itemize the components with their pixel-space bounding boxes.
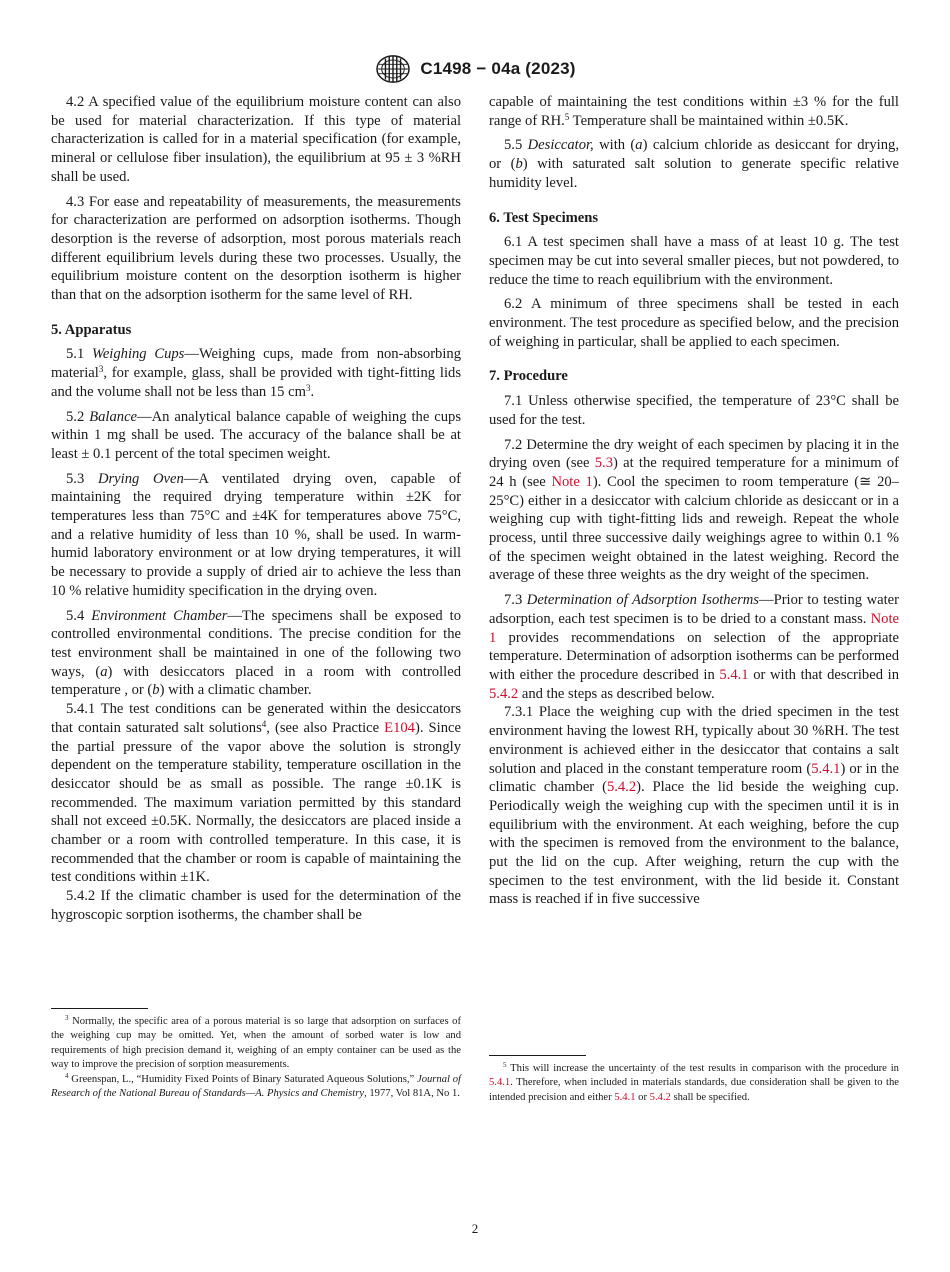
document-designation: C1498 − 04a (2023) (420, 59, 576, 78)
paragraph-7-3-1: 7.3.1 Place the weighing cup with the dried specimen in the test environment having the lowest RH, typically about 30 %RH. The test environment is achieved either in the desiccator that contains a salt solution and placed in the constant temperature room (5.4.1) or in the climatic chamber (5.4.2). Place the lid beside the weighing cup. Periodically weigh the weighing cup with the specimen until it is in equilibrium with the environment. At each weighing, before the cup with the specimen is removed from the environment to the balance, put the lid on the cup. After weighing, return the cup with the specimen to the test environment, with the lid beside it. Constant mass is reached if in five successive (489, 704, 900, 908)
section-6-heading: 6. Test Specimens (489, 209, 599, 226)
footnotes-right (489, 1055, 899, 1105)
paragraph-5-4-1: 5.4.1 The test conditions can be generated within the desiccators that contain saturated salt solutions$^4$, (see also Practice E104). Since the partial pressure of the vapor above the solution is strongly dependent on the temperature stability, temperature oscillation in the desiccator should be as small as possible. The range ±0.1K is recommended. The maximum variation permitted by this standard shall not exceed ±0.5K. Normally, the desiccators are placed inside a chamber or a room with controlled temperature. In this case, it is recommended that the chamber or room is capable of maintaining the test conditions within ±1K. (51, 701, 461, 886)
link-note-1[interactable]: Note 1 (489, 610, 899, 646)
paragraph-5-4: 5.4 Environment Chamber—The specimens shall be exposed to controlled environmental conditions. The precise condition for the test environment shall be maintained in one of the following two ways, (a) with desiccators placed in a room with controlled temperature , or (b) with a climatic chamber. (51, 607, 461, 699)
link-5-4-1[interactable]: 5.4.1 (811, 760, 841, 777)
paragraph-5-5: 5.5 Desiccator, with (a) calcium chloride as desiccant for drying, or (b) with saturated salt solution to generate specific relative humidity level. (489, 137, 899, 191)
link-5-4-1[interactable]: 5.4.1 (719, 666, 749, 683)
footnote-5: $^5$ This will increase the uncertainty of the test results in comparison with the procedure in 5.4.1. Therefore, when included in materials standards, due consideration shall be given to the intended precision and either 5.4.1 or 5.4.2 shall be specified. (489, 1061, 899, 1103)
paragraph-6-1: 6.1 A test specimen shall have a mass of at least 10 g. The test specimen may be cut into several smaller pieces, but not powdered, to reduce the time to reach equilibrium with the environment. (489, 234, 899, 288)
link-5-4-1[interactable]: 5.4.1 (614, 1091, 636, 1103)
page-number: 2 (471, 1221, 479, 1236)
section-5-heading: 5. Apparatus (51, 321, 132, 338)
link-e104[interactable]: E104 (384, 719, 415, 736)
footnote-marker-5: 5 (564, 111, 570, 122)
paragraph-7-3: 7.3 Determination of Adsorption Isotherms—Prior to testing water adsorption, each test specimen is to be dried to a constant mass. Note 1 provides recommendations on selection of the appropriate temperature. Determination of adsorption isotherms can be performed with either the procedure described in 5.4.1 or with that described in 5.4.2 and the steps as described below. (489, 592, 899, 702)
paragraph-7-2: 7.2 Determine the dry weight of each specimen by placing it in the drying oven (see 5.3) at the required temperature for a minimum of 24 h (see Note 1). Cool the specimen to room temperature (≅ 20–25°C) either in a desiccator with calcium chloride as desiccant or in a weighing cup with tight-fitting lids and reweigh. Repeat the whole process, until three successive daily weighings agree to within 0.1 % of the specimen weight obtained in the latest weighing. Record the average of these three weights as the dry weight of the specimen. (489, 436, 899, 584)
link-5-4-2[interactable]: 5.4.2 (649, 1091, 671, 1103)
link-note-1[interactable]: Note 1 (551, 473, 593, 490)
paragraph-5-3: 5.3 Drying Oven—A ventilated drying oven, capable of maintaining the required drying temperature within ±2K for temperatures less than 75°C and ±4K for temperatures above 75°C, and a relative humidity of less than 10 %, shall be used. In warm-humid laboratory environment or at low drying temperatures, it will be necessary to provide a supply of dried air to achieve the less than 10 % relative humidity specification in the drying oven. (51, 470, 461, 599)
paragraph-5-1: 5.1 Weighing Cups—Weighing cups, made from non-absorbing material$^3$, for example, glass, shall be provided with tight-fitting lids and the volume shall not be less than 15 $cm^3$. (51, 346, 461, 400)
left-column (51, 93, 461, 925)
link-5-4-2[interactable]: 5.4.2 (489, 685, 519, 702)
paragraph-5-2: 5.2 Balance—An analytical balance capable of weighing the cups within 1 mg shall be used. The accuracy of the balance shall be at least ± 0.1 percent of the total specimen weight. (51, 408, 461, 462)
footnote-marker-4: 4 (261, 718, 267, 729)
section-7-heading: 7. Procedure (489, 368, 568, 385)
link-5-3[interactable]: 5.3 (594, 455, 613, 472)
paragraph-5-4-2-continued: capable of maintaining the test conditions within ±3 % for the full range of RH.$^5$ Temperature shall be maintained within ±0.5K. (489, 94, 899, 129)
paragraph-5-4-2: 5.4.2 If the climatic chamber is used for the determination of the hygroscopic sorption isotherms, the chamber shall be (51, 888, 461, 923)
link-5-4-2[interactable]: 5.4.2 (606, 779, 637, 796)
paragraph-4-2: 4.2 A specified value of the equilibrium moisture content can also be used for material characterization. If this type of material characterization is called for in a material specification (for example, mineral or cellulose fiber insulation), the equilibrium at 95 ± 3 %RH shall be used. (51, 94, 461, 185)
footnotes-left (51, 1008, 461, 1101)
paragraph-4-3: 4.3 For ease and repeatability of measurements, the measurements for characterization are performed on adsorption isotherms. Though desorption is the reverse of adsorption, most porous materials reach different equilibrium levels during these two processes. Usually, the equilibrium moisture content on the desorption isotherm is higher than that on the adsorption isotherm for the same level of RH. (51, 193, 461, 304)
link-5-4-1[interactable]: 5.4.1 (489, 1077, 511, 1089)
page-header (0, 52, 950, 86)
footnote-marker-3: 3 (98, 364, 104, 375)
footnote-4: $^4$ Greenspan, L., “Humidity Fixed Points of Binary Saturated Aqueous Solutions,” Journal of Research of the National Bureau of Standards—A. Physics and Chemistry, 1977, Vol 81A, No 1. (51, 1071, 461, 1100)
footnote-divider (489, 1055, 586, 1056)
paragraph-6-2: 6.2 A minimum of three specimens shall be tested in each environment. The test procedure as specified below, and the precision of weighing in particular, shall be applied to each specimen. (489, 296, 899, 350)
right-column (489, 93, 899, 909)
paragraph-7-1: 7.1 Unless otherwise specified, the temperature of 23°C shall be used for the test. (489, 393, 899, 428)
astm-logo-icon (374, 53, 412, 85)
footnote-3: $^3$ Normally, the specific area of a porous material is so large that adsorption on surfaces of the weighing cup may be omitted. Yet, when the amount of sorbed water is low and requirements of high precision demand it, weighing of an empty container can be used as the way to improve the precision of sorption measurements. (51, 1014, 461, 1071)
footnote-divider (51, 1008, 148, 1009)
